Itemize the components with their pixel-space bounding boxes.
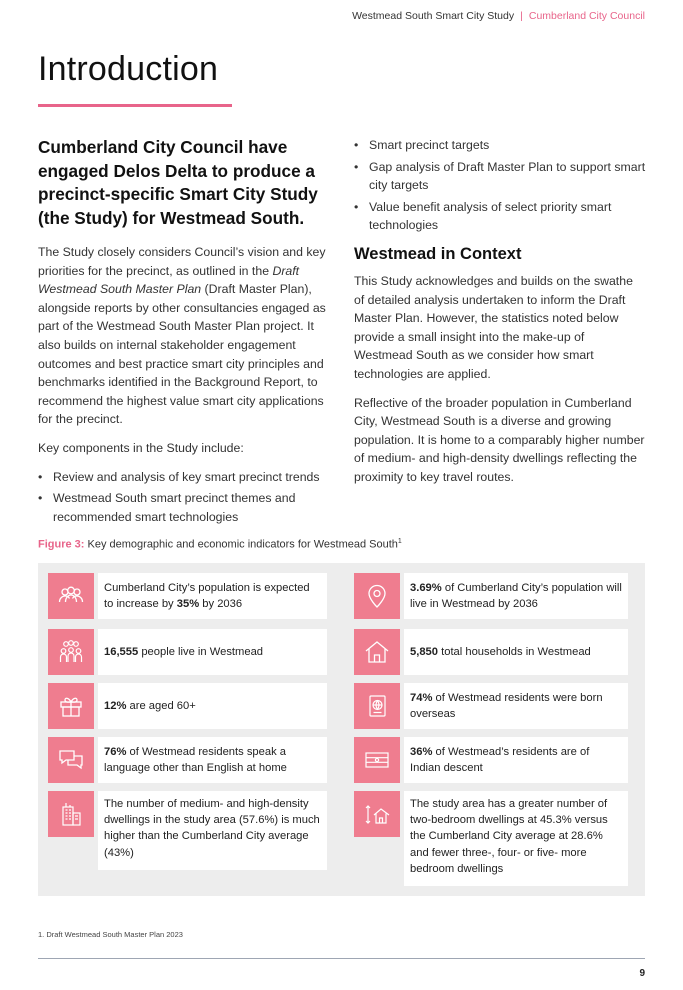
section-heading: Westmead in Context [354,244,522,263]
indicator-text-post: of Westmead’s residents are of Indian descent [410,745,590,774]
indicator-share-2036 [354,573,628,619]
list-item: • Smart precinct targets [354,136,646,155]
house-icon [354,629,400,675]
indicator-text-post: total households in Westmead [438,645,591,658]
title-underline [38,104,232,107]
context-paragraph-2: Reflective of the broader population in Cumberland City, Westmead South is a diverse and growing population. It is home to a comparably higher number of medium- and high-density dwellings reflecting the proximity to key travel routes. [354,395,645,484]
figure-caption-text: Key demographic and economic indicators for Westmead South [84,538,398,551]
indicator-text-post: of Westmead residents speak a language other than English at home [104,745,287,774]
list-item: • Gap analysis of Draft Master Plan to support smart city targets [354,158,646,195]
indicator-text: The number of medium- and high-density dwellings in the study area (57.6%) is much higher than the Cumberland City average (43%) [98,791,327,870]
indicator-sentence [410,690,622,722]
indicator-sentence [104,744,321,776]
indicator-text [98,629,327,675]
indicator-value: 16,555 [104,645,139,658]
indicator-text [98,737,327,783]
people-group-icon [48,573,94,619]
crowd-icon [48,629,94,675]
intro-text-b: (Draft Master Plan), alongside reports by other consultancies engaged as part of the Westmead South Master Plan project. It also builds on internal stakeholder engagement outcomes and best practice smart city principles and benchmarks identified in the Background Report, to recommend the highest value smart city applications for the precinct. [38,282,326,427]
list-item: • Value benefit analysis of select priority smart technologies [354,198,646,235]
indicator-sentence [104,698,196,714]
indicator-text [98,573,327,619]
right-column [354,136,646,497]
page-number: 9 [639,968,645,979]
indicator-value: 74% [410,691,433,704]
indicator-value: 12% [104,699,127,712]
indicator-text-post: of Cumberland City’s population will live in Westmead by 2036 [410,581,622,610]
indicator-language [48,737,327,783]
passport-icon [354,683,400,729]
indicator-text [404,683,628,729]
indicators-panel [38,563,645,896]
figure-caption [38,538,402,551]
indicator-value: 3.69% [410,581,442,594]
list-item: • Westmead South smart precinct themes and recommended smart technologies [38,489,332,526]
indicator-households [354,629,628,675]
flag-icon [354,737,400,783]
footnote: 1. Draft Westmead South Master Plan 2023 [38,930,183,939]
indicator-text-post: of Westmead residents were born overseas [410,691,603,720]
indicator-sentence [104,644,263,660]
indicator-aged [48,683,327,729]
indicator-sentence [410,644,591,660]
indicator-value: 5,850 [410,645,438,658]
footnote-reference: 1 [397,538,402,545]
indicator-sentence [410,580,622,612]
indicator-density [48,791,327,870]
indicator-sentence [104,580,321,612]
header-separator: | [520,10,523,22]
page-title: Introduction [38,50,219,88]
indicator-text-post: people live in Westmead [138,645,264,658]
indicator-population-growth [48,573,327,619]
speech-bubbles-icon [48,737,94,783]
context-paragraph-1: This Study acknowledges and builds on the swathe of detailed analysis undertaken to inform the Draft Master Plan. However, the statistics noted below provide a small insight into the make-up of Westmead South as we consider how smart technologies are applied. [354,273,633,381]
indicator-value: 35% [176,598,200,610]
figure-label: Figure 3: [38,538,85,551]
indicator-text-pre: Cumberland City’s population is expected to increase by [104,581,310,610]
indicator-text: The study area has a greater number of two-bedroom dwellings at 45.3% versus the Cumberland City average at 28.6% and fewer three-, four- or five- more bedroom dwellings [404,791,628,886]
indicator-text-post: are aged 60+ [126,699,196,712]
header-study-title: Westmead South Smart City Study [352,10,515,22]
indicator-text-post: by 2036 [199,598,243,610]
intro-paragraph [38,243,332,429]
footer-rule [38,958,645,959]
gift-icon [48,683,94,729]
indicator-text [98,683,327,729]
apartment-building-icon [48,791,94,837]
running-header [352,10,645,22]
indicator-value: 76% [104,745,127,758]
indicator-bedrooms [354,791,628,886]
lead-paragraph: Cumberland City Council have engaged Delos Delta to produce a precinct-specific Smart City Study (the Study) for Westmead South. [38,137,318,228]
key-components-list-continued [354,136,646,235]
indicator-indian-descent [354,737,628,783]
key-components-list [38,468,332,527]
indicator-sentence [410,744,622,776]
intro-text-a: The Study closely considers Council’s vision and key priorities for the precinct, as outlined in the [38,245,326,278]
indicator-value: 36% [410,745,433,758]
location-pin-icon [354,573,400,619]
list-item: • Review and analysis of key smart precinct trends [38,468,332,487]
left-column [38,136,332,529]
indicator-text [404,573,628,619]
key-components-intro: Key components in the Study include: [38,440,244,455]
intro-text-italic: Draft Westmead South Master Plan [38,263,300,297]
house-size-icon [354,791,400,837]
indicator-people [48,629,327,675]
indicator-born-overseas [354,683,628,729]
header-council-name: Cumberland City Council [528,10,645,22]
indicator-text [404,737,628,783]
indicator-text [404,629,628,675]
